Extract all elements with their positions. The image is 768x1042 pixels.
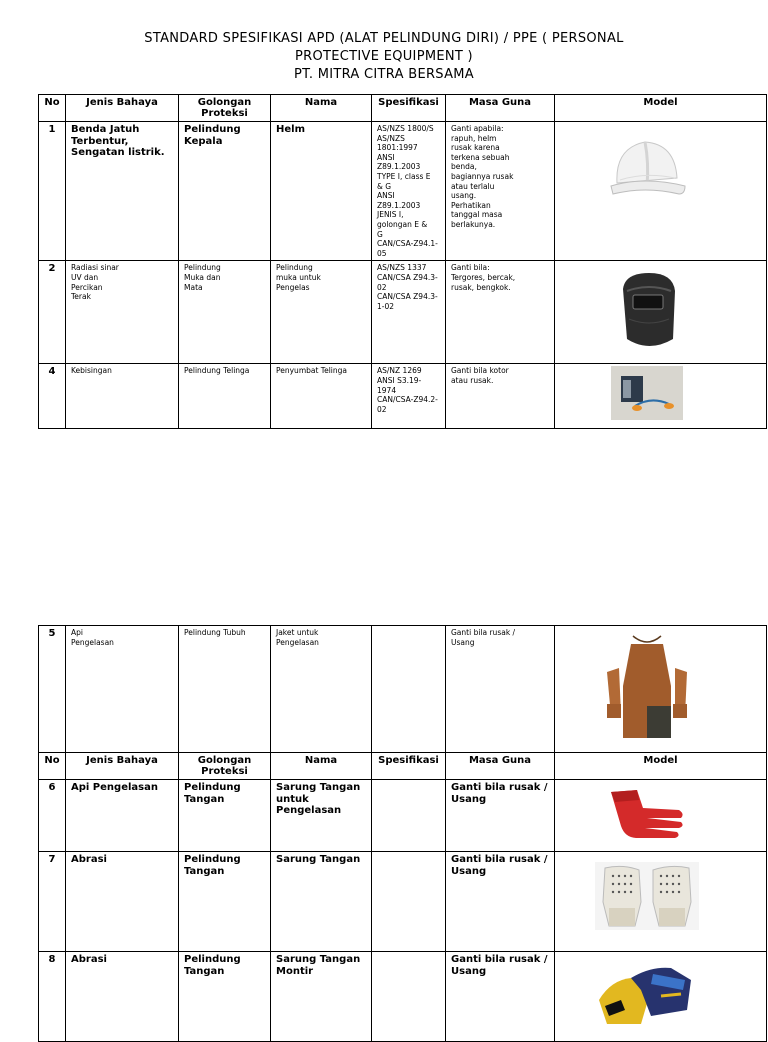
row-masa-guna: Ganti bila rusak / Usang — [446, 952, 555, 1042]
doc-title-line-3: PT. MITRA CITRA BERSAMA — [294, 67, 474, 82]
red-glove-image — [607, 786, 687, 844]
row-model — [555, 626, 767, 753]
doc-title-line-1: STANDARD SPESIFIKASI APD (ALAT PELINDUNG DIRI) / PPE ( PERSONAL — [144, 31, 624, 46]
dotted-glove-image — [595, 862, 699, 930]
table-row — [39, 780, 767, 852]
header-nama: Nama — [271, 753, 372, 780]
table-row — [39, 122, 767, 261]
doc-title-line-2: PROTECTIVE EQUIPMENT ) — [295, 49, 473, 64]
header-jenis-bahaya: Jenis Bahaya — [66, 95, 179, 122]
table-row — [39, 852, 767, 952]
row-jenis-bahaya: Benda Jatuh Terbentur, Sengatan listrik. — [66, 122, 179, 261]
row-jenis-bahaya: Api Pengelasan — [66, 780, 179, 852]
header-no: No — [39, 753, 66, 780]
row-model — [555, 780, 767, 852]
row-golongan: Pelindung Tangan — [179, 852, 271, 952]
welding-apron-image — [601, 626, 693, 753]
row-nama: Pelindung muka untuk Pengelas — [271, 261, 372, 364]
header-model: Model — [555, 753, 767, 780]
header-no: No — [39, 95, 66, 122]
row-golongan: Pelindung Tubuh — [179, 626, 271, 753]
table-row — [39, 626, 767, 753]
row-model — [555, 364, 767, 429]
table-header-row — [39, 95, 767, 122]
row-masa-guna: Ganti bila rusak / Usang — [446, 852, 555, 952]
row-no: 7 — [39, 852, 66, 952]
row-model — [555, 261, 767, 364]
header-model: Model — [555, 95, 767, 122]
row-jenis-bahaya: Abrasi — [66, 952, 179, 1042]
header-golongan: Golongan Proteksi — [179, 753, 271, 780]
row-no: 4 — [39, 364, 66, 429]
row-model — [555, 852, 767, 952]
row-no: 5 — [39, 626, 66, 753]
header-jenis-bahaya: Jenis Bahaya — [66, 753, 179, 780]
row-golongan: Pelindung Tangan — [179, 952, 271, 1042]
row-spesifikasi: AS/NZS 1337 CAN/CSA Z94.3- 02 CAN/CSA Z94.3- 1-02 — [372, 261, 446, 364]
row-jenis-bahaya: Kebisingan — [66, 364, 179, 429]
row-masa-guna: Ganti bila kotor atau rusak. — [446, 364, 555, 429]
table-header-row — [39, 753, 767, 780]
row-golongan: Pelindung Kepala — [179, 122, 271, 261]
helmet-image — [605, 128, 687, 208]
row-nama: Sarung Tangan Montir — [271, 952, 372, 1042]
ppe-table-1 — [38, 94, 767, 429]
row-golongan: Pelindung Telinga — [179, 364, 271, 429]
row-masa-guna: Ganti apabila: rapuh, helm rusak karena terkena sebuah benda, bagiannya rusak atau terlalu usang. Perhatikan tanggal masa berlakunya. — [446, 122, 555, 261]
row-jenis-bahaya: Api Pengelasan — [66, 626, 179, 753]
row-nama: Sarung Tangan untuk Pengelasan — [271, 780, 372, 852]
row-no: 8 — [39, 952, 66, 1042]
row-jenis-bahaya: Abrasi — [66, 852, 179, 952]
row-nama: Sarung Tangan — [271, 852, 372, 952]
row-golongan: Pelindung Muka dan Mata — [179, 261, 271, 364]
row-masa-guna: Ganti bila rusak / Usang — [446, 780, 555, 852]
row-nama: Penyumbat Telinga — [271, 364, 372, 429]
row-no: 2 — [39, 261, 66, 364]
mechanic-glove-image — [591, 960, 701, 1030]
table-row — [39, 261, 767, 364]
row-spesifikasi — [372, 780, 446, 852]
row-spesifikasi: AS/NZ 1269 ANSI S3.19- 1974 CAN/CSA-Z94.2- 02 — [372, 364, 446, 429]
row-spesifikasi — [372, 626, 446, 753]
ppe-table-2 — [38, 625, 767, 1042]
table-row — [39, 364, 767, 429]
table-row — [39, 952, 767, 1042]
row-masa-guna: Ganti bila: Tergores, bercak, rusak, bengkok. — [446, 261, 555, 364]
row-model — [555, 122, 767, 261]
header-masa-guna: Masa Guna — [446, 753, 555, 780]
row-jenis-bahaya: Radiasi sinar UV dan Percikan Terak — [66, 261, 179, 364]
header-spesifikasi: Spesifikasi — [372, 753, 446, 780]
row-golongan: Pelindung Tangan — [179, 780, 271, 852]
header-masa-guna: Masa Guna — [446, 95, 555, 122]
row-no: 1 — [39, 122, 66, 261]
welding-mask-image — [613, 269, 683, 355]
earplug-image — [611, 366, 683, 420]
row-nama: Helm — [271, 122, 372, 261]
row-nama: Jaket untuk Pengelasan — [271, 626, 372, 753]
row-spesifikasi — [372, 952, 446, 1042]
row-masa-guna: Ganti bila rusak / Usang — [446, 626, 555, 753]
row-spesifikasi: AS/NZS 1800/S AS/NZS 1801:1997 ANSI Z89.1.2003 TYPE I, class E & G ANSI Z89.1.2003 JENIS I, golongan E & G CAN/CSA-Z94.1- 05 — [372, 122, 446, 261]
header-nama: Nama — [271, 95, 372, 122]
row-no: 6 — [39, 780, 66, 852]
header-golongan: Golongan Proteksi — [179, 95, 271, 122]
row-model — [555, 952, 767, 1042]
header-spesifikasi: Spesifikasi — [372, 95, 446, 122]
row-spesifikasi — [372, 852, 446, 952]
